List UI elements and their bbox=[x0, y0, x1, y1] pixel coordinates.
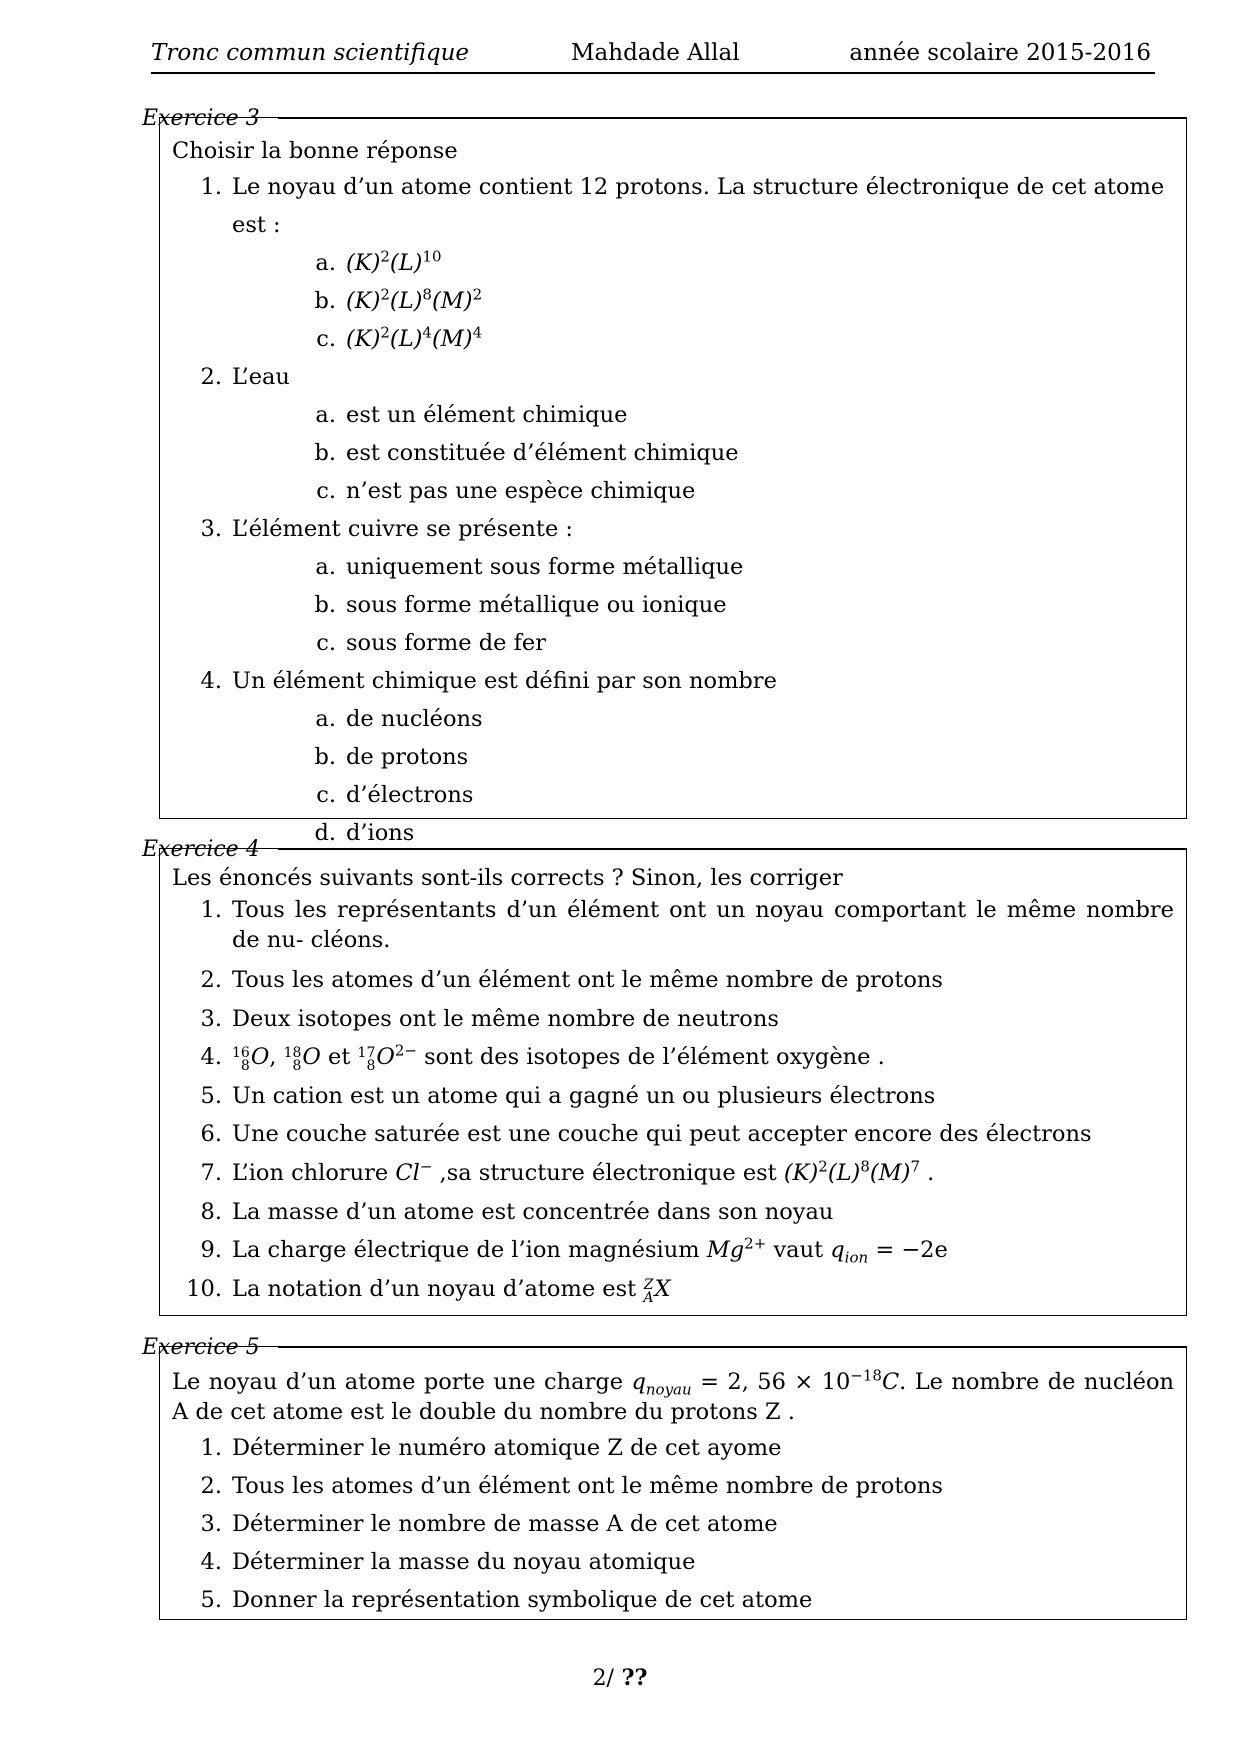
option-text: d’électrons bbox=[346, 782, 474, 808]
shell-l: (L) bbox=[389, 250, 423, 276]
option-text: d’ions bbox=[346, 820, 415, 846]
question-3 bbox=[172, 510, 1174, 662]
question-1-options bbox=[232, 244, 1174, 358]
shell-k: (K) bbox=[346, 326, 381, 352]
task-3 bbox=[172, 1505, 1174, 1543]
statement-text: La notation d’un noyau d’atome est bbox=[232, 1275, 644, 1302]
task-5 bbox=[172, 1581, 1174, 1619]
option-text: sous forme de fer bbox=[346, 630, 546, 656]
option-a bbox=[232, 244, 1174, 282]
question-1 bbox=[172, 168, 1174, 358]
isotope-symbol: O bbox=[376, 1044, 395, 1071]
option-a bbox=[232, 396, 1174, 434]
task-1 bbox=[172, 1429, 1174, 1467]
statement-text: vaut bbox=[766, 1237, 831, 1264]
statement-number: 6. bbox=[200, 1121, 222, 1148]
charge-subscript: ion bbox=[844, 1248, 869, 1267]
shell-m: (M) bbox=[869, 1159, 911, 1186]
notation-symbol: X bbox=[654, 1275, 671, 1302]
charge-unit: C bbox=[881, 1369, 900, 1395]
option-b bbox=[232, 586, 1174, 624]
option-b bbox=[232, 434, 1174, 472]
question-number: 3. bbox=[200, 516, 222, 542]
charge-value: = −2e bbox=[868, 1237, 948, 1264]
mass-number: 18 bbox=[283, 1045, 302, 1062]
shell-l-count: 10 bbox=[422, 247, 442, 266]
statement-1 bbox=[172, 895, 1174, 961]
question-4-options bbox=[232, 700, 1174, 852]
shell-k: (K) bbox=[346, 288, 381, 314]
task-text: Déterminer le nombre de masse A de cet atome bbox=[232, 1511, 778, 1537]
exercise-4-box bbox=[159, 848, 1187, 1316]
shell-k: (K) bbox=[346, 250, 381, 276]
option-label: a. bbox=[315, 554, 336, 580]
option-label: c. bbox=[316, 782, 336, 808]
charge-symbol: q bbox=[830, 1237, 845, 1264]
mass-number: 17 bbox=[357, 1045, 376, 1062]
option-label: c. bbox=[316, 326, 336, 352]
statement-text: Tous les atomes d’un élément ont le même nombre de protons bbox=[232, 967, 943, 993]
statement-number: 7. bbox=[200, 1159, 222, 1186]
statement-number: 4. bbox=[200, 1044, 222, 1071]
shell-l: (L) bbox=[827, 1159, 861, 1186]
statement-5 bbox=[172, 1077, 1174, 1116]
shell-k-count: 2 bbox=[818, 1157, 828, 1176]
shell-m-count: 7 bbox=[910, 1157, 921, 1176]
option-label: b. bbox=[314, 440, 336, 466]
exercise-3-title-text: Exercice 3 bbox=[142, 105, 260, 131]
task-text: Donner la représentation symbolique de cet atome bbox=[232, 1587, 813, 1613]
option-label: b. bbox=[314, 744, 336, 770]
exercise-3-intro: Choisir la bonne réponse bbox=[172, 138, 458, 164]
exercise-5-intro bbox=[172, 1367, 1174, 1427]
task-number: 4. bbox=[200, 1549, 222, 1575]
option-text: de protons bbox=[346, 744, 469, 770]
statement-text: Un cation est un atome qui a gagné un ou plusieurs électrons bbox=[232, 1082, 936, 1109]
statement-text: L’ion chlorure bbox=[232, 1159, 396, 1186]
charge-exponent: −18 bbox=[850, 1366, 882, 1385]
isotope-o16-numbers bbox=[232, 1047, 250, 1073]
task-number: 3. bbox=[200, 1511, 222, 1537]
shell-l-count: 4 bbox=[422, 323, 432, 342]
ion-charge: − bbox=[419, 1157, 433, 1176]
statement-8 bbox=[172, 1193, 1174, 1232]
statement-3 bbox=[172, 1000, 1174, 1039]
exercise-3-box bbox=[159, 117, 1187, 846]
question-number: 4. bbox=[200, 668, 222, 694]
exercise-5-questions bbox=[172, 1429, 1174, 1619]
shell-k-count: 2 bbox=[380, 285, 390, 304]
exercise-5-title-text: Exercice 5 bbox=[142, 1334, 260, 1360]
question-text: Un élément chimique est défini par son nombre bbox=[232, 668, 777, 694]
atomic-number: 8 bbox=[366, 1058, 376, 1075]
shell-k-count: 2 bbox=[380, 323, 390, 342]
option-label: a. bbox=[315, 402, 336, 428]
question-3-options bbox=[232, 548, 1174, 662]
page-number bbox=[0, 1665, 1240, 1691]
option-text: uniquement sous forme métallique bbox=[346, 554, 744, 580]
charge-symbol: q bbox=[631, 1369, 646, 1395]
page-header bbox=[151, 38, 1155, 74]
question-text: L’élément cuivre se présente : bbox=[232, 516, 574, 542]
notation-numbers bbox=[643, 1276, 654, 1306]
option-c bbox=[232, 472, 1174, 510]
option-c bbox=[232, 776, 1174, 814]
option-text: de nucléons bbox=[346, 706, 483, 732]
question-text: L’eau bbox=[232, 364, 290, 390]
task-number: 5. bbox=[200, 1587, 222, 1613]
exercise-5-box bbox=[159, 1346, 1187, 1620]
statement-text: Tous les représentants d’un élément ont un noyau comportant le même nombre de nu- cléons. bbox=[232, 897, 1174, 953]
statement-4 bbox=[172, 1038, 1174, 1077]
option-b bbox=[232, 282, 1174, 320]
option-text: est un élément chimique bbox=[346, 402, 628, 428]
option-label: b. bbox=[314, 288, 336, 314]
question-4 bbox=[172, 662, 1174, 852]
isotope-o18-numbers bbox=[284, 1047, 302, 1073]
page-total: ?? bbox=[621, 1665, 648, 1691]
statement-2 bbox=[172, 961, 1174, 1000]
option-label: a. bbox=[315, 706, 336, 732]
option-label: a. bbox=[315, 250, 336, 276]
question-2-options bbox=[232, 396, 1174, 510]
statement-9 bbox=[172, 1231, 1174, 1270]
chloride-ion: Cl bbox=[395, 1159, 420, 1186]
separator: et bbox=[320, 1044, 358, 1071]
shell-m: (M) bbox=[431, 288, 473, 314]
exercise-4-title-text: Exercice 4 bbox=[142, 836, 260, 862]
option-text: n’est pas une espèce chimique bbox=[346, 478, 696, 504]
charge-value: = 2, 56 × 10 bbox=[691, 1369, 851, 1395]
shell-l: (L) bbox=[389, 326, 423, 352]
statement-text: ,sa structure électronique est bbox=[432, 1159, 784, 1186]
option-label: d. bbox=[314, 820, 336, 846]
statement-number: 9. bbox=[200, 1237, 222, 1264]
atomic-number: 8 bbox=[292, 1058, 302, 1075]
question-number: 2. bbox=[200, 364, 222, 390]
intro-text: Le noyau d’un atome porte une charge bbox=[172, 1369, 632, 1395]
option-text: sous forme métallique ou ionique bbox=[346, 592, 727, 618]
statement-6 bbox=[172, 1115, 1174, 1154]
option-label: b. bbox=[314, 592, 336, 618]
task-number: 2. bbox=[200, 1473, 222, 1499]
question-number: 1. bbox=[200, 174, 222, 200]
statement-text: sont des isotopes de l’élément oxygène . bbox=[416, 1044, 885, 1071]
intro-text: . Le nombre de nucléon A de cet atome est le double du nombre du protons Z . bbox=[172, 1369, 1174, 1425]
mass-number: 16 bbox=[232, 1045, 250, 1062]
option-c bbox=[232, 320, 1174, 358]
task-text: Tous les atomes d’un élément ont le même nombre de protons bbox=[232, 1473, 943, 1499]
statement-number: 2. bbox=[200, 967, 222, 993]
shell-m-count: 4 bbox=[472, 323, 483, 342]
header-course: Tronc commun scientifique bbox=[151, 40, 470, 66]
statement-text: . bbox=[920, 1159, 935, 1186]
statement-10 bbox=[172, 1270, 1174, 1309]
statement-7 bbox=[172, 1154, 1174, 1193]
shell-m: (M) bbox=[431, 326, 473, 352]
header-year: année scolaire 2015-2016 bbox=[849, 40, 1151, 66]
statement-text: Deux isotopes ont le même nombre de neutrons bbox=[232, 1005, 779, 1032]
exercise-4-statements bbox=[172, 895, 1174, 1308]
option-b bbox=[232, 738, 1174, 776]
exercise-4-intro: Les énoncés suivants sont-ils corrects ? Sinon, les corriger bbox=[172, 865, 843, 891]
statement-text: Une couche saturée est une couche qui peut accepter encore des électrons bbox=[232, 1121, 1092, 1148]
notation-top: Z bbox=[643, 1276, 654, 1293]
isotope-symbol: O bbox=[302, 1044, 321, 1071]
ion-charge: 2+ bbox=[744, 1234, 767, 1253]
isotope-symbol: O bbox=[250, 1044, 270, 1071]
shell-l-count: 8 bbox=[860, 1157, 870, 1176]
question-text: Le noyau d’un atome contient 12 protons. La structure électronique de cet atome est : bbox=[232, 174, 1165, 238]
notation-bottom: A bbox=[643, 1289, 654, 1306]
statement-text: La masse d’un atome est concentrée dans son noyau bbox=[232, 1198, 834, 1225]
shell-k-count: 2 bbox=[380, 247, 390, 266]
header-author: Mahdade Allal bbox=[571, 40, 740, 66]
statement-text: La charge électrique de l’ion magnésium bbox=[232, 1237, 707, 1264]
task-text: Déterminer le numéro atomique Z de cet ayome bbox=[232, 1435, 782, 1461]
page-current: 2/ bbox=[592, 1666, 614, 1691]
task-4 bbox=[172, 1543, 1174, 1581]
isotope-o17-numbers bbox=[358, 1047, 376, 1073]
shell-m-count: 2 bbox=[472, 285, 483, 304]
charge-subscript: noyau bbox=[645, 1380, 692, 1399]
statement-number: 5. bbox=[200, 1082, 222, 1109]
separator: , bbox=[269, 1044, 284, 1071]
option-label: c. bbox=[316, 630, 336, 656]
option-a bbox=[232, 700, 1174, 738]
statement-number: 3. bbox=[200, 1005, 222, 1032]
ion-charge: 2− bbox=[394, 1041, 417, 1060]
statement-number: 8. bbox=[200, 1198, 222, 1225]
option-a bbox=[232, 548, 1174, 586]
task-number: 1. bbox=[200, 1435, 222, 1461]
statement-number: 1. bbox=[200, 897, 222, 923]
exercise-3-questions bbox=[172, 168, 1174, 852]
magnesium-ion: Mg bbox=[706, 1237, 745, 1264]
shell-l-count: 8 bbox=[422, 285, 432, 304]
option-label: c. bbox=[316, 478, 336, 504]
question-2 bbox=[172, 358, 1174, 510]
statement-number: 10. bbox=[186, 1275, 222, 1302]
atomic-number: 8 bbox=[240, 1058, 250, 1075]
task-2 bbox=[172, 1467, 1174, 1505]
shell-k: (K) bbox=[783, 1159, 819, 1186]
option-c bbox=[232, 624, 1174, 662]
option-text: est constituée d’élément chimique bbox=[346, 440, 739, 466]
task-text: Déterminer la masse du noyau atomique bbox=[232, 1549, 696, 1575]
shell-l: (L) bbox=[389, 288, 423, 314]
